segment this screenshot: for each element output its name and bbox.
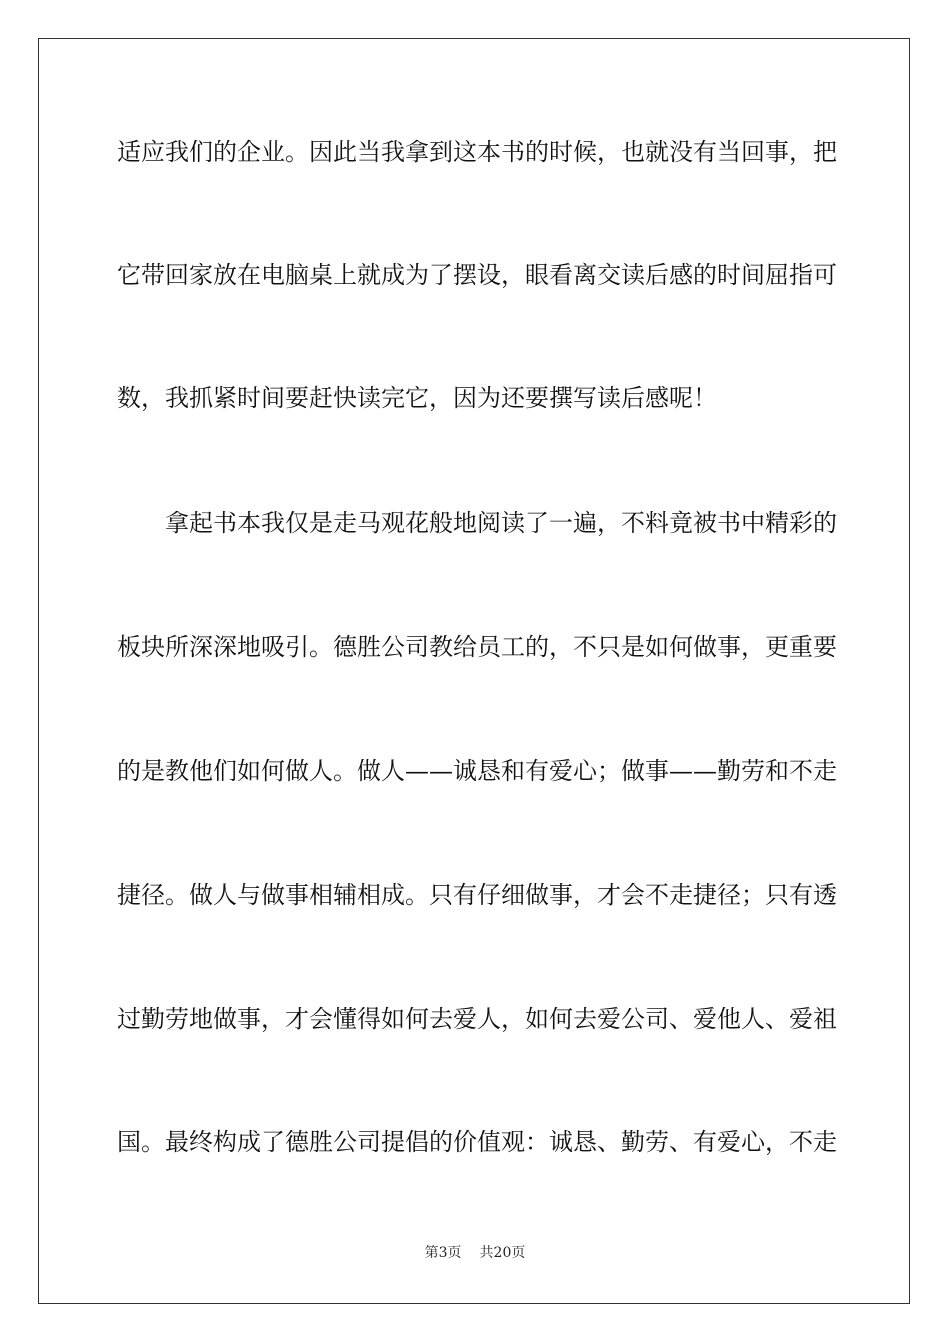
text-line: 数，我抓紧时间要赶快读完它，因为还要撰写读后感呢！ <box>117 384 717 412</box>
page-border <box>38 38 910 1304</box>
text-line: 它带回家放在电脑桌上就成为了摆设，眼看离交读后感的时间屈指可 <box>117 261 837 289</box>
text-line: 拿起书本我仅是走马观花般地阅读了一遍，不料竟被书中精彩的 <box>165 509 837 537</box>
text-line: 过勤劳地做事，才会懂得如何去爱人，如何去爱公司、爱他人、爱祖 <box>117 1005 837 1033</box>
text-line: 板块所深深地吸引。德胜公司教给员工的，不只是如何做事，更重要 <box>117 633 837 661</box>
text-line: 国。最终构成了德胜公司提倡的价值观：诚恳、勤劳、有爱心，不走 <box>117 1128 837 1156</box>
page-total: 共20页 <box>479 1245 526 1261</box>
text-line: 的是教他们如何做人。做人——诚恳和有爱心；做事——勤劳和不走 <box>117 757 837 785</box>
page-number: 第3页 <box>424 1245 462 1261</box>
text-line: 适应我们的企业。因此当我拿到这本书的时候，也就没有当回事，把 <box>117 138 837 166</box>
page-footer <box>0 1244 950 1262</box>
text-line: 捷径。做人与做事相辅相成。只有仔细做事，才会不走捷径；只有透 <box>117 881 837 909</box>
